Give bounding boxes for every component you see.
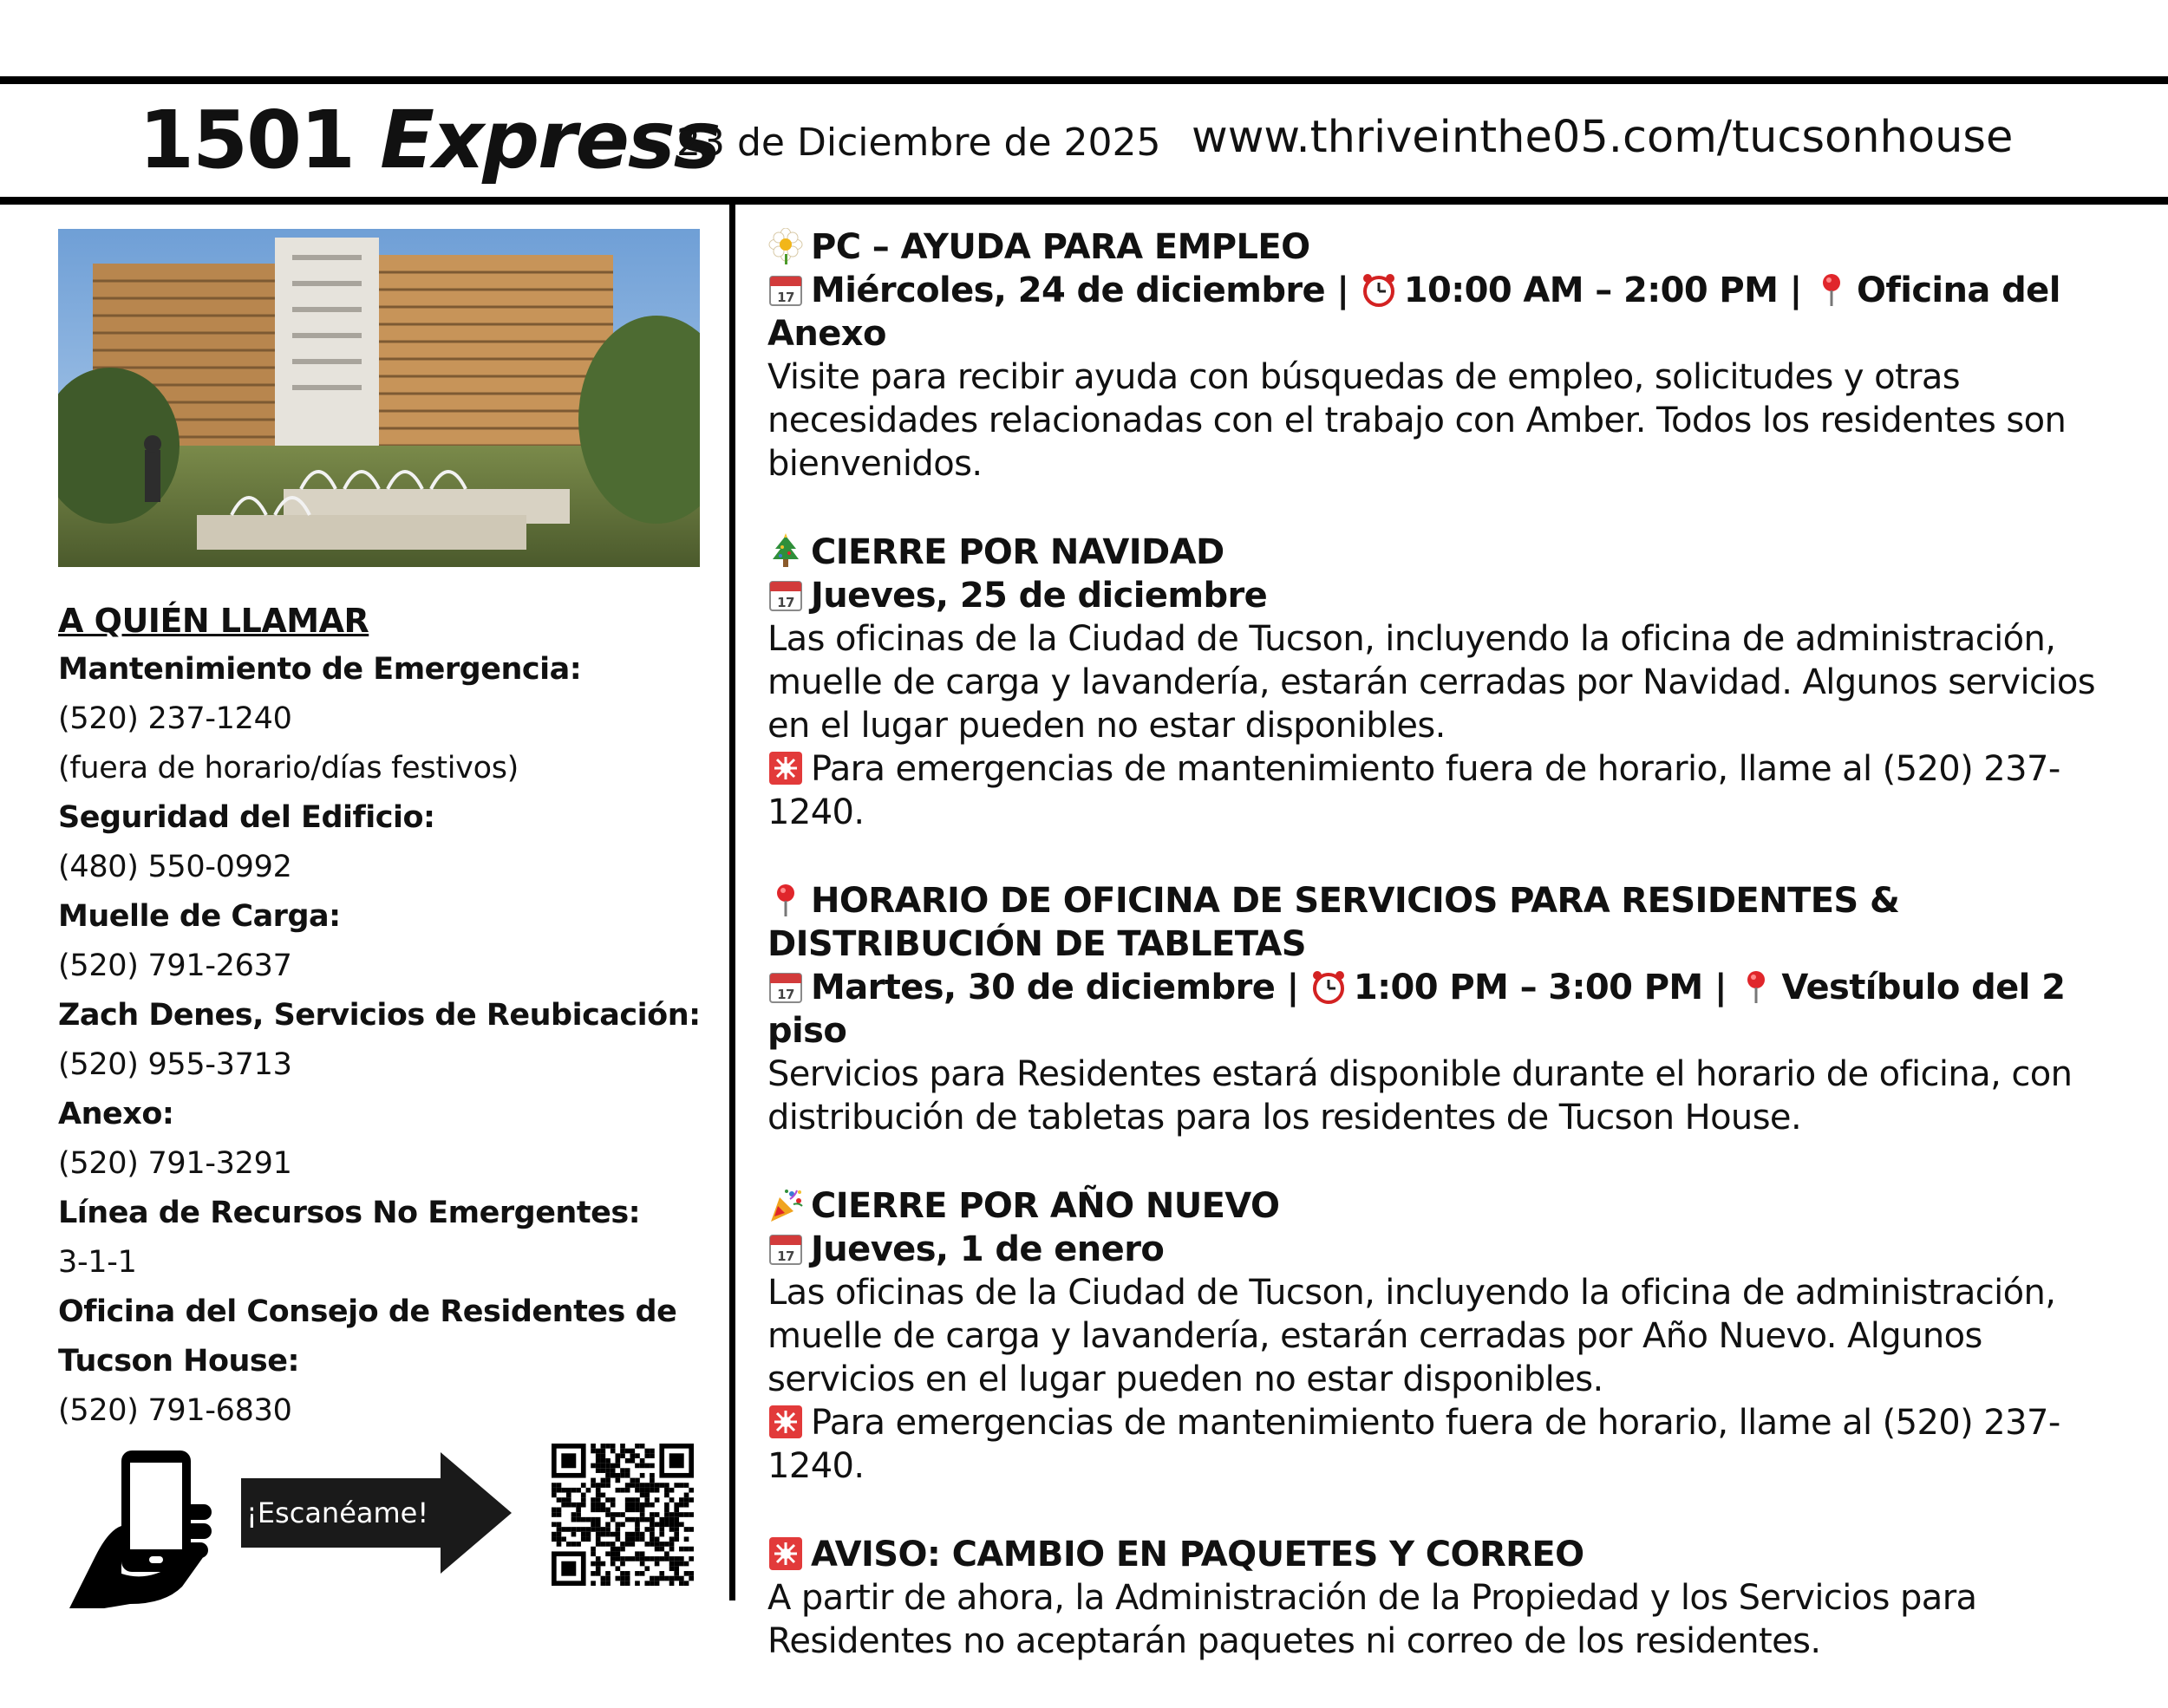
scan-me-label: ¡Escanéame! (246, 1496, 429, 1529)
events-list (767, 225, 2138, 1708)
event-meta (767, 966, 2138, 1053)
christmas-tree-icon (767, 533, 804, 570)
contact-label: Mantenimiento de Emergencia: (58, 652, 582, 687)
top-rule (0, 76, 2168, 84)
flower-icon (767, 228, 804, 264)
event-body (767, 617, 2138, 747)
event-meta-text: Jueves, 1 de enero (811, 1229, 1165, 1269)
alarm-clock-icon (1361, 271, 1397, 308)
contact-phone[interactable]: (520) 791-2637 (58, 949, 292, 983)
calendar-icon (767, 577, 804, 613)
contact-phone[interactable]: (520) 791-3291 (58, 1146, 292, 1181)
title-word: Express (380, 94, 720, 186)
event-body (767, 355, 2138, 486)
event-body (767, 1271, 2138, 1401)
party-popper-icon (767, 1187, 804, 1223)
calendar-icon (767, 968, 804, 1005)
event-body (767, 1401, 2138, 1488)
event-body-text: Las oficinas de la Ciudad de Tucson, incluyendo la oficina de administración, muelle de carga y lavandería, estarán cerradas por Navidad. Algunos servicios en el lugar pueden no estar disponibles. (767, 619, 2095, 746)
pin-icon (1813, 271, 1850, 308)
event-meta-text: Vestíbulo del 2 piso (767, 968, 2066, 1051)
contact-label: Zach Denes, Servicios de Reubicación: (58, 998, 701, 1033)
event-body-text: Para emergencias de mantenimiento fuera de horario, llame al (520) 237-1240. (767, 1403, 2060, 1486)
contact-label: Línea de Recursos No Emergentes: (58, 1196, 641, 1230)
contact-label: Oficina del Consejo de Residentes de Tucson House: (58, 1294, 677, 1379)
contact-phone[interactable]: (520) 237-1240 (58, 701, 292, 736)
newsletter-title (139, 88, 719, 192)
event-body-text: Para emergencias de mantenimiento fuera de horario, llame al (520) 237-1240. (767, 749, 2060, 832)
event-item (767, 1184, 2138, 1488)
contact-label: Muelle de Carga: (58, 899, 341, 934)
event-meta (767, 1228, 2138, 1271)
contact-phone[interactable]: (520) 955-3713 (58, 1047, 292, 1082)
contact-phone[interactable]: (520) 791-6830 (58, 1393, 292, 1428)
event-title (767, 225, 2138, 269)
title-number: 1501 (139, 94, 355, 186)
event-title-text: PC – AYUDA PARA EMPLEO (811, 227, 1310, 267)
contact-phone[interactable]: (480) 550-0992 (58, 850, 292, 884)
event-title (767, 531, 2138, 574)
issue-date: 23 de Diciembre de 2025 (676, 121, 1161, 165)
event-item (767, 1533, 2138, 1663)
event-body-text: A partir de ahora, la Administración de la Propiedad y los Servicios para Residentes no aceptarán paquetes ni correo de los residentes. (767, 1578, 1977, 1661)
event-title (767, 879, 2138, 966)
event-meta (767, 574, 2138, 617)
event-item (767, 879, 2138, 1139)
siren-icon (767, 1404, 804, 1440)
event-body-text: Las oficinas de la Ciudad de Tucson, incluyendo la oficina de administración, muelle de carga y lavandería, estarán cerradas por Año Nuevo. Algunos servicios en el lugar pueden no estar disponibles. (767, 1273, 2056, 1399)
contact-phone[interactable]: 3-1-1 (58, 1245, 137, 1280)
contacts-panel (58, 596, 717, 1436)
event-body-text: Visite para recibir ayuda con búsquedas de empleo, solicitudes y otras necesidades relacionadas con el trabajo con Amber. Todos los residentes son bienvenidos. (767, 357, 2067, 484)
event-meta-text: Martes, 30 de diciembre | (811, 968, 1310, 1007)
calendar-icon (767, 271, 804, 308)
contact-label: Anexo: (58, 1097, 174, 1131)
svg-text:17: 17 (777, 290, 794, 305)
event-title (767, 1533, 2138, 1576)
event-body-text: Servicios para Residentes estará disponible durante el horario de oficina, con distribución de tabletas para los residentes de Tucson House. (767, 1054, 2073, 1138)
event-body (767, 747, 2138, 834)
svg-text:17: 17 (777, 595, 794, 610)
building-photo (58, 229, 700, 567)
column-divider (729, 205, 735, 1600)
contact-label: Seguridad del Edificio: (58, 800, 435, 835)
siren-icon (767, 1535, 804, 1572)
contacts-list (58, 645, 717, 1436)
contact-note: (fuera de horario/días festivos) (58, 751, 519, 786)
masthead (0, 84, 2168, 197)
event-meta-text: 10:00 AM – 2:00 PM | (1403, 271, 1813, 310)
pin-icon (1738, 968, 1774, 1005)
event-title-text: CIERRE POR AÑO NUEVO (811, 1186, 1280, 1226)
event-meta-text: 1:00 PM – 3:00 PM | (1353, 968, 1739, 1007)
event-title-text: AVISO: CAMBIO EN PAQUETES Y CORREO (811, 1535, 1584, 1574)
svg-text:17: 17 (777, 987, 794, 1002)
event-meta-text: Miércoles, 24 de diciembre | (811, 271, 1361, 310)
pin-icon (767, 882, 804, 918)
event-title-text: HORARIO DE OFICINA DE SERVICIOS PARA RESIDENTES & DISTRIBUCIÓN DE TABLETAS (767, 881, 1900, 964)
qr-code[interactable] (552, 1444, 694, 1586)
event-body (767, 1053, 2138, 1139)
siren-icon (767, 750, 804, 786)
event-item (767, 531, 2138, 834)
event-meta (767, 269, 2138, 355)
header-bottom-rule (0, 197, 2168, 205)
alarm-clock-icon (1310, 968, 1347, 1005)
contacts-heading: A QUIÉN LLAMAR (58, 602, 369, 640)
scan-row (69, 1444, 711, 1608)
event-title (767, 1184, 2138, 1228)
event-title-text: CIERRE POR NAVIDAD (811, 532, 1224, 572)
website-link[interactable]: www.thriveinthe05.com/tucsonhouse (1192, 112, 2014, 163)
svg-text:17: 17 (777, 1248, 794, 1264)
phone-hand-icon (69, 1444, 225, 1608)
event-meta-text: Oficina del Anexo (767, 271, 2060, 354)
event-meta-text: Jueves, 25 de diciembre (811, 576, 1268, 616)
event-body (767, 1576, 2138, 1663)
calendar-icon (767, 1230, 804, 1267)
event-item (767, 225, 2138, 486)
